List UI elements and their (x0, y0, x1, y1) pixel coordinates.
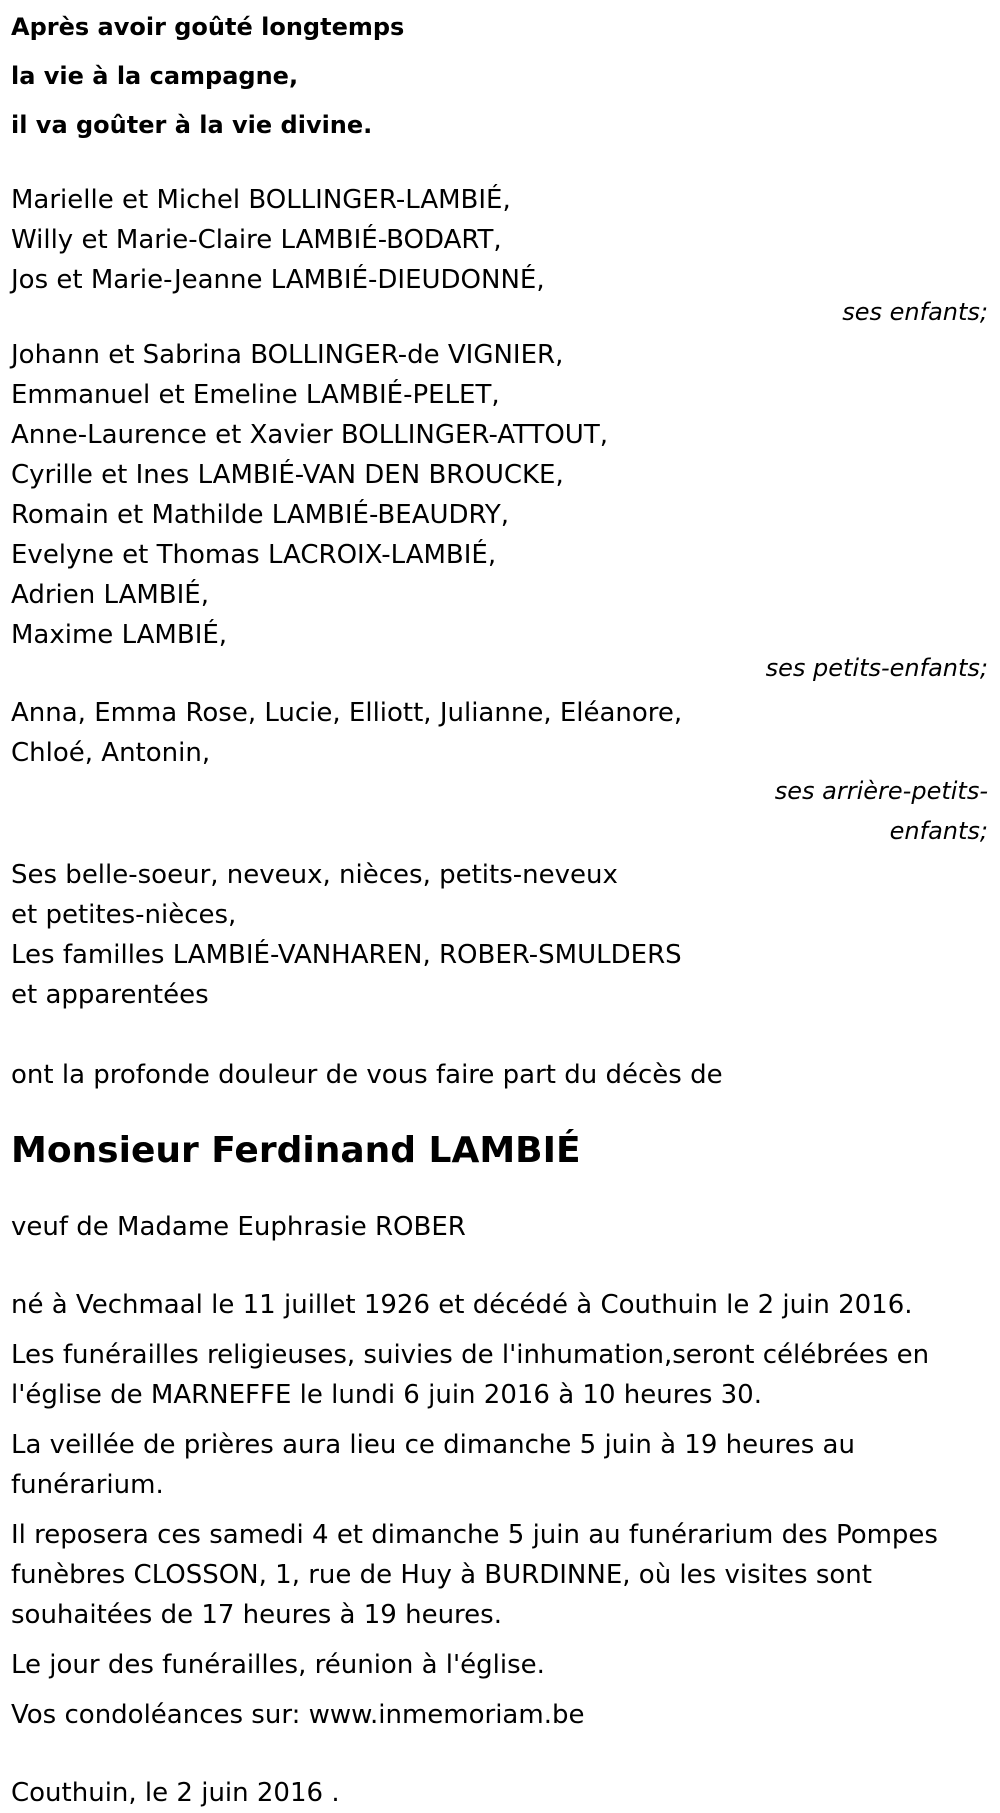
relatives-entry: Ses belle-soeur, neveux, nièces, petits-neveux (11, 860, 618, 890)
funeral-details: Les funérailles religieuses, suivies de l'inhumation,seront célébrées en l'église de MARNEFFE le lundi 6 juin 2016 à 10 heures 30. (11, 1340, 930, 1410)
grandchildren-list (11, 335, 1000, 655)
birth-death: né à Vechmaal le 11 juillet 1926 et décédé à Couthuin le 2 juin 2016. (11, 1290, 913, 1320)
epigraph (11, 2, 1000, 150)
children-role: ses enfants; (842, 298, 988, 326)
grandchild-entry: Evelyne et Thomas LACROIX-LAMBIÉ, (11, 540, 497, 570)
child-entry: Jos et Marie-Jeanne LAMBIÉ-DIEUDONNÉ, (11, 265, 545, 295)
place-date: Couthuin, le 2 juin 2016 . (11, 1778, 340, 1808)
widower-of: veuf de Madame Euphrasie ROBER (11, 1212, 466, 1242)
deceased-name: Monsieur Ferdinand LAMBIÉ (11, 1130, 581, 1171)
grandchild-entry: Maxime LAMBIÉ, (11, 620, 228, 650)
grandchild-entry: Adrien LAMBIÉ, (11, 580, 209, 610)
children-list (11, 180, 1000, 300)
meeting-details: Le jour des funérailles, réunion à l'église. (11, 1650, 545, 1680)
child-entry: Willy et Marie-Claire LAMBIÉ-BODART, (11, 225, 502, 255)
grandchild-entry: Romain et Mathilde LAMBIÉ-BEAUDRY, (11, 500, 510, 530)
epigraph-line: la vie à la campagne, (11, 62, 299, 90)
condolences: Vos condoléances sur: www.inmemoriam.be (11, 1700, 585, 1730)
vigil-details: La veillée de prières aura lieu ce dimanche 5 juin à 19 heures au funérarium. (11, 1430, 855, 1500)
child-entry: Marielle et Michel BOLLINGER-LAMBIÉ, (11, 185, 511, 215)
grandchild-entry: Johann et Sabrina BOLLINGER-de VIGNIER, (11, 340, 564, 370)
great-grandchildren-role (0, 771, 988, 851)
grandchild-entry: Emmanuel et Emeline LAMBIÉ-PELET, (11, 380, 500, 410)
relatives-list (11, 855, 1000, 1015)
grandchild-entry: Cyrille et Ines LAMBIÉ-VAN DEN BROUCKE, (11, 460, 564, 490)
obituary-notice (0, 2, 1000, 1806)
relatives-entry: Les familles LAMBIÉ-VANHAREN, ROBER-SMULDERS (11, 940, 682, 970)
grandchild-entry: Anne-Laurence et Xavier BOLLINGER-ATTOUT, (11, 420, 608, 450)
great-grandchildren-list (11, 693, 1000, 773)
epigraph-line: il va goûter à la vie divine. (11, 111, 373, 139)
relatives-entry: et petites-nièces, (11, 900, 237, 930)
great-grandchildren-role-line: enfants; (889, 817, 988, 845)
great-grandchild-entry: Anna, Emma Rose, Lucie, Elliott, Julianne, Eléanore, (11, 698, 683, 728)
repose-details: Il reposera ces samedi 4 et dimanche 5 juin au funérarium des Pompes funèbres CLOSSON, 1, rue de Huy à BURDINNE, où les visites sont souhaitées de 17 heures à 19 heures. (11, 1520, 938, 1630)
announcement: ont la profonde douleur de vous faire part du décès de (11, 1060, 723, 1090)
great-grandchild-entry: Chloé, Antonin, (11, 738, 211, 768)
grandchildren-role: ses petits-enfants; (765, 654, 988, 682)
great-grandchildren-role-line: ses arrière-petits- (774, 777, 988, 805)
relatives-entry: et apparentées (11, 980, 209, 1010)
epigraph-line: Après avoir goûté longtemps (11, 13, 405, 41)
